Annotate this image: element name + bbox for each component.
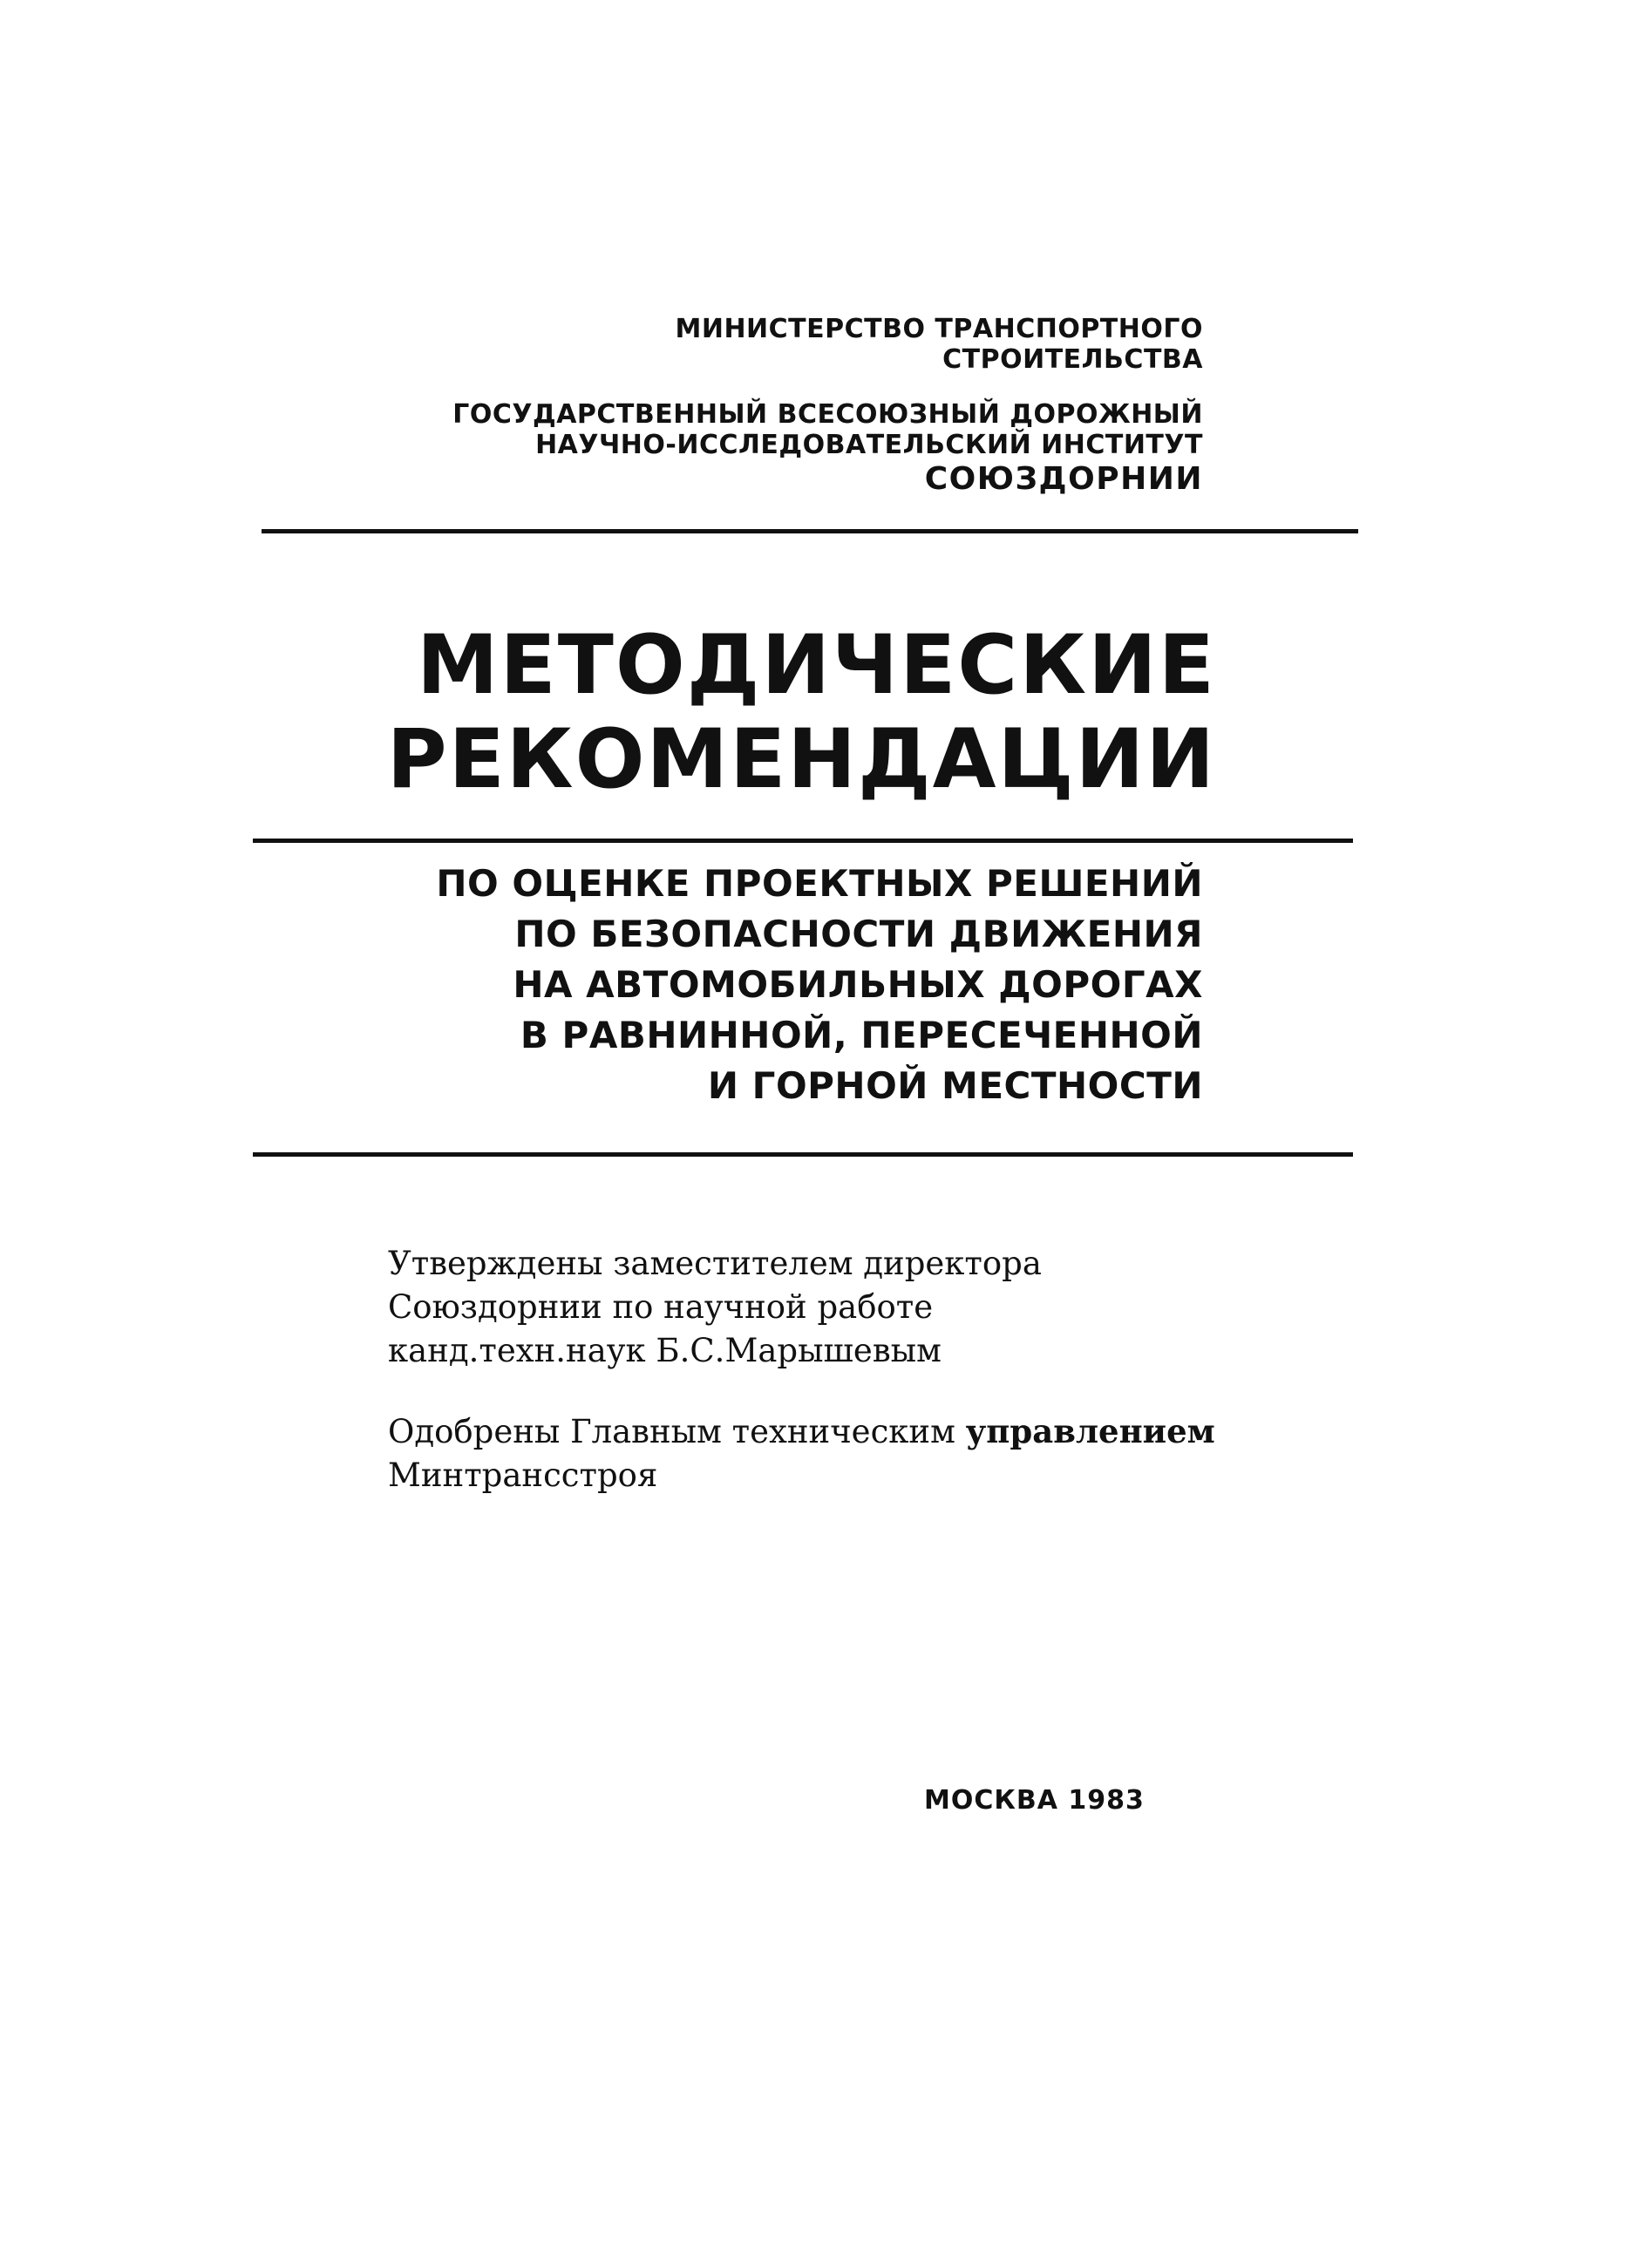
approval-notes xyxy=(388,1242,1347,1497)
ministry-line-1: МИНИСТЕРСТВО ТРАНСПОРТНОГО xyxy=(675,314,1203,344)
approval-line-5: Минтрансстроя xyxy=(388,1457,658,1494)
subtitle-line-1: ПО ОЦЕНКЕ ПРОЕКТНЫХ РЕШЕНИЙ xyxy=(436,862,1203,905)
subtitle-line-2: ПО БЕЗОПАСНОСТИ ДВИЖЕНИЯ xyxy=(514,913,1203,955)
publisher-header xyxy=(262,314,1203,499)
approval-block-2 xyxy=(388,1409,1347,1497)
document-title xyxy=(262,619,1216,807)
institute-name xyxy=(262,399,1203,499)
title-line-2: РЕКОМЕНДАЦИИ xyxy=(386,712,1216,807)
title-line-1: МЕТОДИЧЕСКИЕ xyxy=(416,618,1216,713)
institute-abbreviation: СОЮЗДОРНИИ xyxy=(924,461,1203,497)
subtitle-line-5: И ГОРНОЙ МЕСТНОСТИ xyxy=(707,1064,1203,1107)
approval-line-4-start: Одобрены Главным техническим xyxy=(388,1413,966,1450)
ministry-name xyxy=(262,314,1203,375)
approval-line-2: Союздорнии по научной работе xyxy=(388,1288,934,1326)
place-and-year: МОСКВА 1983 xyxy=(924,1785,1145,1816)
ministry-line-2: СТРОИТЕЛЬСТВА xyxy=(942,344,1203,375)
approval-block-1 xyxy=(388,1242,1347,1373)
approval-line-4 xyxy=(388,1409,1347,1454)
institute-line-1: ГОСУДАРСТВЕННЫЙ ВСЕСОЮЗНЫЙ ДОРОЖНЫЙ xyxy=(452,399,1203,430)
divider-middle xyxy=(253,839,1353,843)
subtitle-line-3: НА АВТОМОБИЛЬНЫХ ДОРОГАХ xyxy=(513,963,1203,1006)
subtitle-line-4: В РАВНИННОЙ, ПЕРЕСЕЧЕННОЙ xyxy=(520,1014,1203,1056)
approval-line-1: Утверждены заместителем директора xyxy=(388,1245,1042,1282)
approval-line-3: канд.техн.наук Б.С.Марышевым xyxy=(388,1332,942,1369)
approval-line-4-end: управлением xyxy=(965,1412,1215,1450)
divider-top xyxy=(262,529,1358,533)
institute-line-2: НАУЧНО-ИССЛЕДОВАТЕЛЬСКИЙ ИНСТИТУТ xyxy=(535,430,1203,460)
document-subtitle xyxy=(262,859,1203,1111)
divider-bottom xyxy=(253,1152,1353,1157)
